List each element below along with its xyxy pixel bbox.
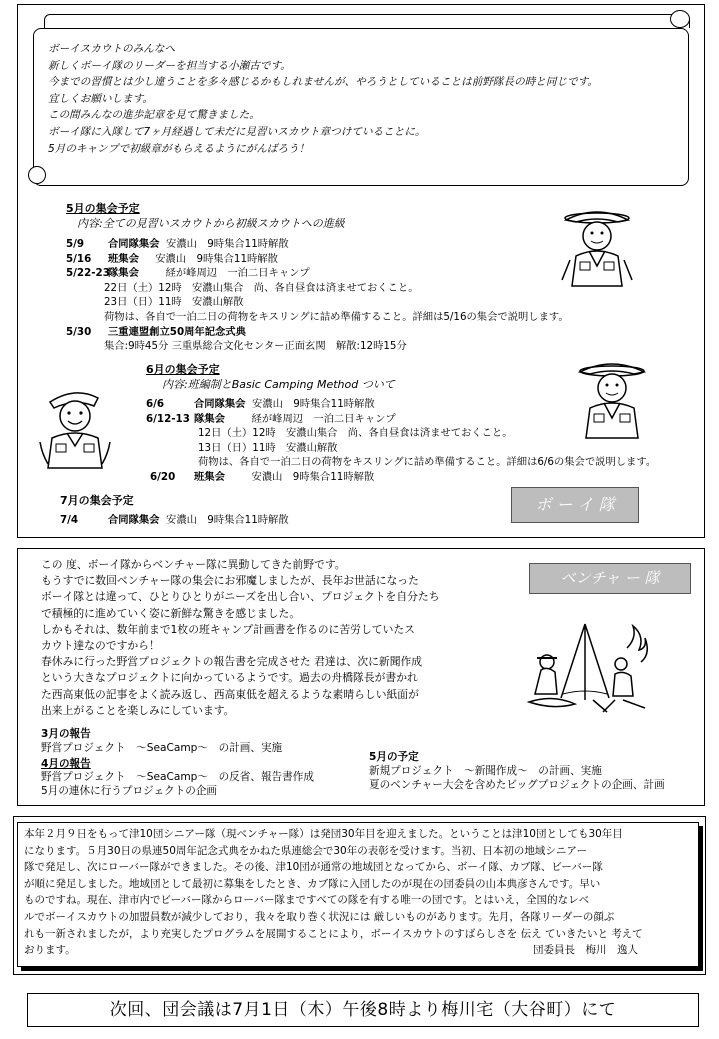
- april-report-title: 4月の報告: [41, 757, 91, 770]
- camp-detail-line: 12日（土）12時 安濃山集合 尚、各自昼食は済ませておくこと。: [198, 427, 513, 440]
- letter-line: ボーイスカウトのみんなへ: [48, 43, 176, 55]
- may-schedule: [66, 237, 569, 354]
- message-line: 出来上がることを楽しみにしています。: [41, 703, 235, 717]
- schedule-detail: 安濃山 9時集合11時解散: [166, 238, 289, 250]
- history-line: 本年２月９日をもって津10団シニアー隊（現ベンチャー隊）は発団30年目を迎えました。ということは津10団としても30年目: [24, 828, 623, 840]
- scout-illustration-icon: [556, 198, 638, 290]
- message-line: で積極的に進めていく姿に新鮮な驚きを感じました。: [41, 606, 301, 620]
- schedule-detail: 集合:9時45分 三重県総合文化センター正面玄関 解散:12時15分: [104, 340, 407, 353]
- may-schedule-title: 5月の集会予定: [66, 202, 140, 215]
- march-report-title: 3月の報告: [41, 728, 91, 740]
- schedule-detail: 安濃山 9時集合11時解散: [241, 470, 375, 483]
- schedule-row: [66, 252, 569, 267]
- report-line: 野営プロジェクト ～SeaCamp～ の反省、報告書作成: [41, 771, 314, 784]
- venture-reports: [41, 728, 314, 799]
- schedule-event: 三重連盟創立50周年記念式典: [108, 325, 246, 338]
- camp-detail-line: 荷物は、各自で一泊二日の荷物をキスリングに詰め準備すること。詳細は6/6の集会で説明します。: [198, 456, 657, 469]
- report-line: 5月の連休に行うプロジェクトの企画: [41, 785, 218, 798]
- schedule-detail: 経が峰周辺 一泊二日キャンプ: [155, 267, 310, 280]
- letter-line: ボーイ隊に入隊して7ヶ月経過して未だに見習いスカウト章つけていることに。: [48, 125, 426, 138]
- venture-may-plan: [369, 751, 665, 792]
- message-line: 春休みに行った野営プロジェクトの報告書を完成させた 君達は、次に新聞作成: [41, 655, 423, 669]
- schedule-event: 班集会: [194, 470, 225, 483]
- schedule-row: [66, 325, 569, 340]
- schedule-event: 隊集会: [194, 412, 225, 425]
- july-schedule-title: 7月の集会予定: [60, 494, 134, 507]
- schedule-event: 合同隊集会: [108, 238, 160, 250]
- message-line: た西高東低の記事をよく読み返し、西高東低を超えるような素晴らしい紙面が: [41, 687, 419, 701]
- venture-message: [41, 557, 440, 719]
- camp-detail-line: 22日（土）12時 安濃山集合 尚、各自昼食は済ませておくこと。: [104, 281, 419, 294]
- plan-line: 夏のベンチャー大会を含めたビッグプロジェクトの企画、計画: [369, 778, 665, 791]
- schedule-row: [146, 470, 656, 485]
- camp-detail-line: 23日（日）11時 安濃山解散: [104, 296, 244, 309]
- message-line: カウト達なのですから！: [41, 639, 160, 653]
- letter-line: この間みんなの進歩記章を見て驚きました。: [48, 109, 260, 122]
- camp-detail-line: 13日（日）11時 安濃山解散: [198, 441, 338, 454]
- camp-detail-line: 荷物は、各自で一泊二日の荷物をキスリングに詰め準備すること。詳細は5/16の集会で説明します。: [104, 310, 569, 323]
- schedule-date: 6/12-13: [146, 412, 190, 425]
- july-schedule: [60, 513, 289, 528]
- history-line: ものですね。現在、津市内でビーバー隊からローバー隊まですべての隊を有する唯一の団です。とはいえ，全国的なレベ: [24, 894, 590, 907]
- letter-line: 今までの習慣とは少し違うことを多々感じるかもしれませんが、やろうとしていることは前野隊長の時と同じです。: [48, 76, 599, 89]
- message-line: という大きなプロジェクトに向かっているようです。過去の舟橋隊長が書かれ: [41, 671, 418, 685]
- schedule-date: 5/22-23: [66, 267, 110, 280]
- next-meeting-notice: 次回、団会議は7月1日（木）午後8時より梅川宅（大谷町）にて: [27, 993, 699, 1027]
- history-line: になります。５月30日の県連50周年記念式典をかねた県連総会で30年の表彰を受けます。当初、日本初の地域シニアー: [24, 844, 588, 857]
- june-schedule-subtitle: 内容:班編制とBasic Camping Method ついて: [162, 378, 395, 391]
- schedule-date: 5/9: [66, 238, 85, 250]
- schedule-event: 班集会: [108, 252, 139, 265]
- may-schedule-subtitle: 内容:全ての見習いスカウトから初級スカウトへの進級: [77, 217, 345, 230]
- group-history-text: [24, 826, 694, 959]
- schedule-detail: 経が峰周辺 一泊二日キャンプ: [241, 412, 396, 425]
- schedule-date: 7/4: [60, 514, 79, 526]
- schedule-date: 5/16: [66, 252, 92, 265]
- june-schedule-title: 6月の集会予定: [146, 363, 220, 376]
- schedule-date: 5/30: [66, 325, 92, 338]
- message-line: しかもそれは、数年前まで1枚の班キャンプ計画書を作るのに苦労していたス: [41, 622, 415, 636]
- schedule-date: 6/20: [150, 470, 176, 483]
- message-line: ボーイ隊とは違って、ひとりひとりがニーズを出し合い、プロジェクトを自分たち: [41, 590, 440, 604]
- boy-troop-badge: ボ ー イ 隊: [511, 487, 639, 523]
- letter-line: 宜しくお願いします。: [48, 92, 154, 105]
- history-line: [24, 942, 694, 959]
- schedule-date: 6/6: [146, 398, 165, 410]
- scout-illustration-icon: [36, 384, 114, 470]
- scroll-top-edge: [44, 14, 690, 28]
- history-line-last: おります。: [24, 944, 76, 957]
- history-line: 隊で発足し、次にローバー隊ができました。その後、津10団が通常の地域団となってから、ボーイ隊、カブ隊、ビーバー隊: [24, 861, 603, 874]
- schedule-detail: 安濃山 9時集合11時解散: [155, 252, 278, 265]
- history-line: が順に発足しました。地域団として最初に募集をしたとき、カブ隊に入団したのが現在の団委員の山本典彦さんです。早い: [24, 877, 601, 890]
- scroll-curl-icon: [28, 166, 46, 184]
- may-plan-title: 5月の予定: [369, 751, 419, 763]
- history-line: れも一新されましたが，より充実したプログラムを展開することにより，ボーイスカウトのすばらしさを 伝え ていきたいと 考えて: [24, 927, 643, 940]
- history-line: ルでボーイスカウトの加盟員数が減少しており，我々を取り巻く状況には 厳しいものがあります。先月，各隊リーダーの顔ぶ: [24, 910, 615, 923]
- schedule-row: [66, 237, 569, 252]
- scout-illustration-icon: [574, 352, 650, 440]
- letter-line: 新しくボーイ隊のリーダーを担当する小瀬古です。: [48, 59, 291, 72]
- schedule-row: [66, 266, 569, 281]
- schedule-detail: 安濃山 9時集合11時解散: [252, 398, 375, 410]
- scroll-curl-icon: [670, 10, 690, 28]
- report-line: 野営プロジェクト ～SeaCamp～ の計画、実施: [41, 741, 283, 754]
- history-signature: 団委員長 梅川 逸人: [533, 944, 638, 957]
- schedule-event: 合同隊集会: [194, 398, 246, 410]
- venture-troop-badge: ベンチャ ー 隊: [529, 563, 691, 594]
- message-line: この 度、ボーイ隊からベンチャー隊に異動してきた前野です。: [41, 558, 346, 571]
- plan-line: 新規プロジェクト ～新聞作成～ の計画、実施: [369, 764, 602, 777]
- schedule-event: 隊集会: [108, 267, 139, 280]
- leader-letter: [48, 41, 678, 157]
- campfire-illustration-icon: [523, 618, 651, 714]
- letter-line: 5月のキャンプで初級章がもらえるようにがんばろう！: [48, 142, 310, 155]
- schedule-detail: 安濃山 9時集合11時解散: [166, 514, 289, 526]
- schedule-event: 合同隊集会: [108, 514, 160, 526]
- message-line: もうすでに数回ベンチャー隊の集会にお邪魔しましたが、長年お世話になった: [41, 574, 419, 588]
